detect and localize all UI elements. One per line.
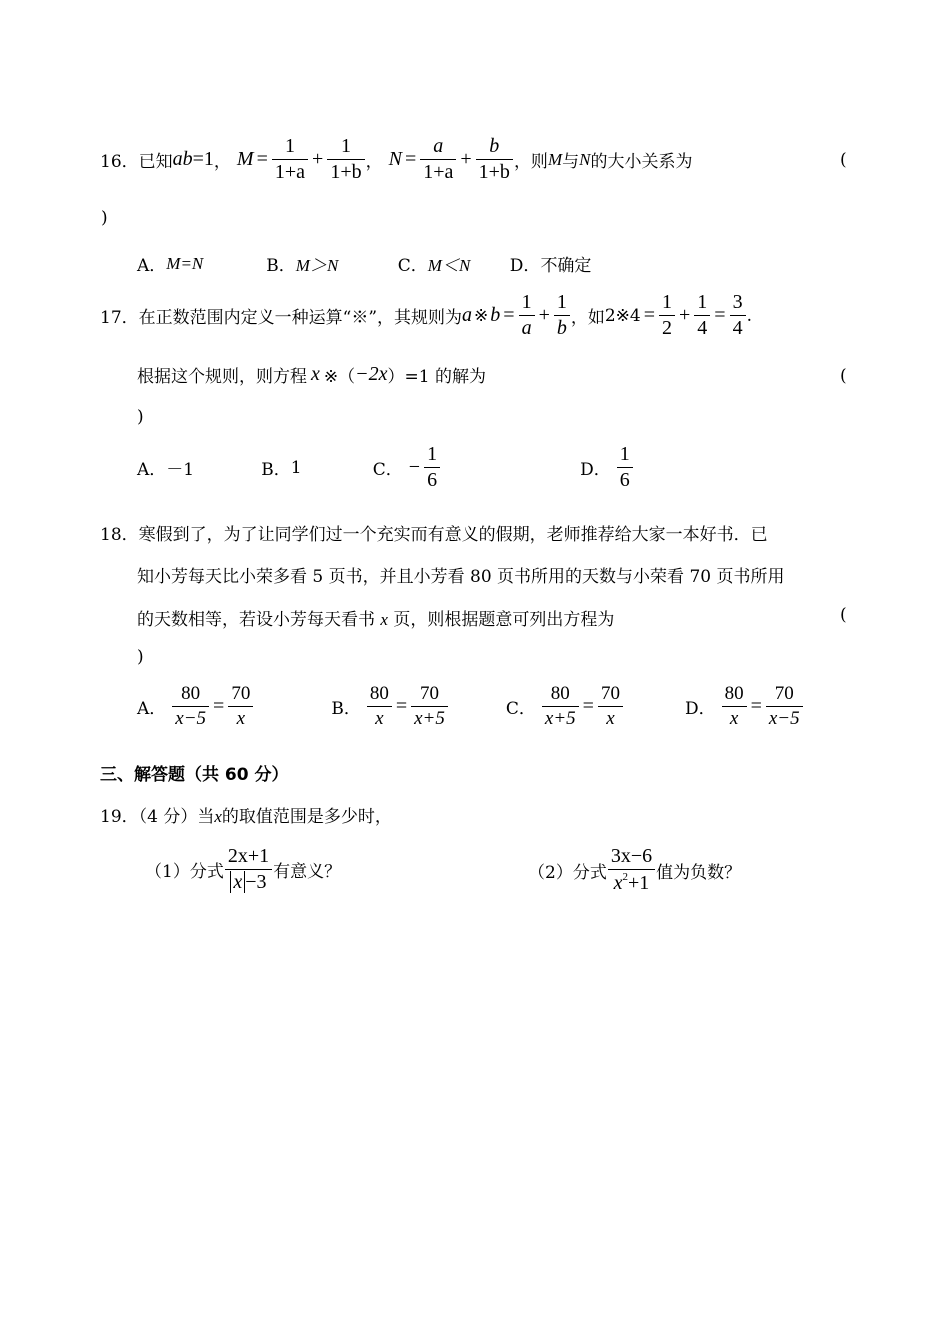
q16-plus2: + bbox=[460, 148, 472, 170]
q17-option-d-num: 1 bbox=[617, 444, 633, 468]
q17-eq3: = bbox=[714, 304, 726, 326]
q18-option-d-label: D． bbox=[684, 698, 716, 719]
q16-frac-1 bbox=[272, 136, 308, 183]
q17-frac-1a-num: 1 bbox=[519, 292, 535, 316]
q18-line-3 bbox=[137, 605, 614, 630]
q18-option-b-eq: = bbox=[395, 694, 408, 717]
q16-N: N bbox=[388, 148, 402, 170]
q18-option-c-label: C． bbox=[505, 698, 536, 719]
q18-option-d-frac-2 bbox=[766, 684, 803, 729]
q18-option-a-frac-1 bbox=[172, 684, 209, 729]
q17-a: a bbox=[462, 304, 473, 326]
q18-option-a-d1: x−5 bbox=[175, 707, 207, 729]
q17-frac-1b-den: b bbox=[556, 317, 567, 339]
q16-frac-4-num: b bbox=[476, 136, 513, 160]
q16-frac-3-den: 1+a bbox=[423, 161, 454, 183]
q16-N-ref: N bbox=[579, 149, 591, 169]
q17-frac-three-quarter-num: 3 bbox=[730, 292, 746, 316]
q19-part2-den-sup: 2 bbox=[622, 871, 629, 883]
q18-x: x bbox=[380, 610, 388, 629]
q16-M-ref: M bbox=[547, 149, 563, 169]
q17-option-b: 1 bbox=[290, 457, 302, 478]
q17-plus: + bbox=[538, 304, 550, 326]
q16-option-d: 不确定 bbox=[540, 256, 592, 276]
q19-part-1 bbox=[145, 846, 341, 893]
q17-frac-quarter-num: 1 bbox=[694, 292, 710, 316]
q18-line-1 bbox=[100, 520, 768, 545]
q18-option-d-n2: 70 bbox=[766, 684, 803, 707]
q16-cond-val: =1 bbox=[192, 148, 214, 170]
q17-line-2 bbox=[137, 362, 486, 387]
q17-line2-text-b: ）=1 的解为 bbox=[387, 367, 486, 387]
q16-plus: + bbox=[312, 148, 324, 170]
q17-text-2: ，如 bbox=[570, 308, 605, 328]
q19-stem bbox=[100, 802, 392, 827]
q18-option-d-frac-1 bbox=[722, 684, 747, 729]
q17-number: 17． bbox=[100, 308, 139, 328]
q18-option-b-d2: x+5 bbox=[414, 707, 445, 729]
q19-text-2: 的取值范围是多少时， bbox=[221, 807, 392, 827]
q19-part1-label: （1）分式 bbox=[145, 862, 224, 882]
q18-option-a-n1: 80 bbox=[172, 684, 209, 707]
q18-option-a-d2: x bbox=[236, 707, 246, 729]
q17-option-a-label: A． bbox=[137, 460, 167, 480]
q17-neg2x: −2x bbox=[355, 363, 388, 385]
q18-line3-text: 的天数相等，若设小芳每天看书 bbox=[137, 610, 375, 630]
q17-frac-quarter bbox=[694, 292, 710, 339]
q17-frac-half bbox=[659, 292, 675, 339]
q16-frac-4 bbox=[476, 136, 513, 183]
q18-option-b-frac-2 bbox=[411, 684, 448, 729]
q18-option-a-frac-2 bbox=[228, 684, 253, 729]
section-title-solutions: 三、解答题（共 60 分） bbox=[100, 765, 289, 785]
q18-option-b-n2: 70 bbox=[411, 684, 448, 707]
q16-frac-2-den: 1+b bbox=[330, 161, 362, 183]
q16-sep: ， bbox=[213, 152, 231, 172]
q16-text-4: 的大小关系为 bbox=[590, 152, 693, 172]
q16-frac-2-num: 1 bbox=[327, 136, 364, 160]
q16-text: 已知 bbox=[138, 152, 173, 172]
q17-option-c-label: C． bbox=[372, 460, 403, 480]
q18-answer-paren-open: ( bbox=[840, 605, 847, 625]
q17-frac-quarter-den: 4 bbox=[697, 317, 708, 339]
q16-cond-ab: ab bbox=[172, 148, 193, 170]
q17-options bbox=[137, 444, 634, 491]
q16-eq2: = bbox=[404, 148, 417, 170]
q16-frac-1-den: 1+a bbox=[274, 161, 306, 183]
q18-option-d-n1: 80 bbox=[722, 684, 747, 707]
q16-sep2: ， bbox=[365, 152, 383, 172]
q18-line-2: 知小芳每天比小荣多看 5 页书，并且小芳看 80 页书所用的天数与小荣看 70 页书所用 bbox=[137, 567, 785, 587]
q17-option-d-frac bbox=[617, 444, 633, 491]
q17-frac-three-quarter-den: 4 bbox=[732, 317, 743, 339]
q19-part2-num: 3x−6 bbox=[608, 846, 655, 870]
q17-b: b bbox=[490, 304, 501, 326]
q16-options bbox=[137, 251, 591, 276]
q18-option-b-n1: 80 bbox=[367, 684, 392, 707]
q18-option-c-frac-1 bbox=[542, 684, 579, 729]
q18-option-b-frac-1 bbox=[367, 684, 392, 729]
q17-plus2: + bbox=[679, 304, 691, 326]
q19-part1-den bbox=[225, 870, 272, 893]
q16-option-d-label: D． bbox=[509, 256, 541, 276]
q17-answer-paren-open: ( bbox=[840, 366, 847, 386]
q18-option-c-d1: x+5 bbox=[544, 707, 576, 729]
q16-option-a: M=N bbox=[166, 253, 204, 273]
q16-answer-paren-close: ) bbox=[101, 208, 108, 228]
q17-eq: = bbox=[503, 304, 515, 326]
q19-part2-label: （2）分式 bbox=[528, 862, 607, 883]
q19-part1-den-rest: −3 bbox=[245, 871, 267, 893]
q19-part1-frac bbox=[225, 846, 272, 893]
q17-frac-1a-den: a bbox=[521, 317, 532, 339]
q17-option-c-num: 1 bbox=[424, 444, 440, 468]
q18-option-d-eq: = bbox=[750, 694, 762, 717]
q18-option-d-d1: x bbox=[729, 707, 739, 729]
q16-frac-1-num: 1 bbox=[272, 136, 308, 160]
q16-frac-4-den: 1+b bbox=[478, 161, 510, 183]
q16-text-3: 与 bbox=[562, 152, 580, 172]
q17-frac-half-num: 1 bbox=[659, 292, 675, 316]
q18-option-c-d2: x bbox=[606, 707, 615, 729]
q18-option-c-n2: 70 bbox=[598, 684, 623, 707]
q17-op2: ※（ bbox=[323, 367, 356, 387]
q16-text-2: ，则 bbox=[513, 152, 548, 172]
q18-line1-text: 寒假到了，为了让同学们过一个充实而有意义的假期，老师推荐给大家一本好书．已 bbox=[138, 525, 768, 545]
q17-frac-1a bbox=[519, 292, 535, 339]
q17-option-d-den: 6 bbox=[619, 469, 630, 491]
q18-answer-paren-close: ) bbox=[137, 647, 144, 667]
q16-option-b: M＞N bbox=[295, 256, 339, 275]
q17-frac-1b-num: 1 bbox=[554, 292, 570, 316]
q19-part2-den-rest: +1 bbox=[628, 872, 650, 894]
q17-period: . bbox=[746, 305, 752, 326]
q17-option-c-den: 6 bbox=[427, 469, 438, 491]
q17-op-symbol: ※ bbox=[474, 305, 489, 326]
q17-option-b-label: B． bbox=[261, 460, 291, 480]
q18-option-c-eq: = bbox=[582, 694, 594, 717]
q18-number: 18． bbox=[100, 525, 139, 545]
q17-frac-half-den: 2 bbox=[662, 317, 673, 339]
q17-option-c-frac bbox=[424, 444, 440, 491]
q17-example: 2※4 bbox=[604, 305, 641, 326]
q17-answer-paren-close: ) bbox=[137, 407, 144, 427]
q19-part-2 bbox=[528, 846, 741, 894]
q18-option-c-n1: 80 bbox=[542, 684, 579, 707]
q18-option-c-frac-2 bbox=[598, 684, 623, 729]
q18-option-a-label: A． bbox=[137, 698, 167, 719]
q17-frac-1b bbox=[554, 292, 570, 339]
q19-part1-num: 2x+1 bbox=[225, 846, 272, 870]
q17-option-a: －1 bbox=[166, 460, 195, 480]
q16-option-c: M＜N bbox=[427, 256, 471, 275]
q18-option-a-eq: = bbox=[213, 694, 225, 717]
q17-frac-three-quarter bbox=[730, 292, 746, 339]
q19-text: （4 分）当 bbox=[138, 807, 215, 827]
q16-option-a-label: A． bbox=[137, 256, 167, 276]
q18-option-a-n2: 70 bbox=[228, 684, 253, 707]
q19-part1-tail: 有意义？ bbox=[273, 862, 342, 882]
q17-stem bbox=[100, 292, 752, 339]
q18-option-b-d1: x bbox=[375, 707, 384, 729]
q19-part2-frac bbox=[608, 846, 655, 894]
q16-frac-3-num: a bbox=[420, 136, 456, 160]
q16-answer-paren-open: ( bbox=[840, 150, 847, 170]
q16-stem bbox=[100, 136, 692, 183]
q17-option-d-label: D． bbox=[580, 460, 611, 480]
q16-frac-3 bbox=[420, 136, 456, 183]
q17-option-c-minus: − bbox=[408, 456, 421, 478]
q17-text: 在正数范围内定义一种运算“※”，其规则为 bbox=[138, 308, 463, 328]
q18-option-d-d2: x−5 bbox=[768, 707, 800, 729]
q19-x: x bbox=[214, 807, 222, 826]
q17-x: x bbox=[311, 363, 320, 385]
q16-M: M bbox=[236, 148, 254, 170]
q18-line3-text-b: 页，则根据题意可列出方程为 bbox=[393, 610, 615, 630]
q16-frac-2 bbox=[327, 136, 364, 183]
q19-part1-abs-x: x bbox=[230, 871, 245, 893]
q19-number: 19． bbox=[100, 807, 139, 827]
q16-number: 16． bbox=[100, 152, 139, 172]
q19-part2-tail: 值为负数？ bbox=[656, 862, 742, 883]
q19-part2-den bbox=[608, 870, 655, 894]
q17-eq2: = bbox=[643, 304, 656, 326]
q16-option-c-label: C． bbox=[397, 256, 428, 276]
q19-part2-den-x: x bbox=[613, 872, 623, 894]
q16-option-b-label: B． bbox=[266, 256, 296, 276]
q18-options bbox=[137, 684, 804, 729]
q17-line2-text: 根据这个规则，则方程 bbox=[137, 367, 307, 387]
q16-eq: = bbox=[256, 148, 268, 170]
q18-option-b-label: B． bbox=[331, 698, 361, 719]
